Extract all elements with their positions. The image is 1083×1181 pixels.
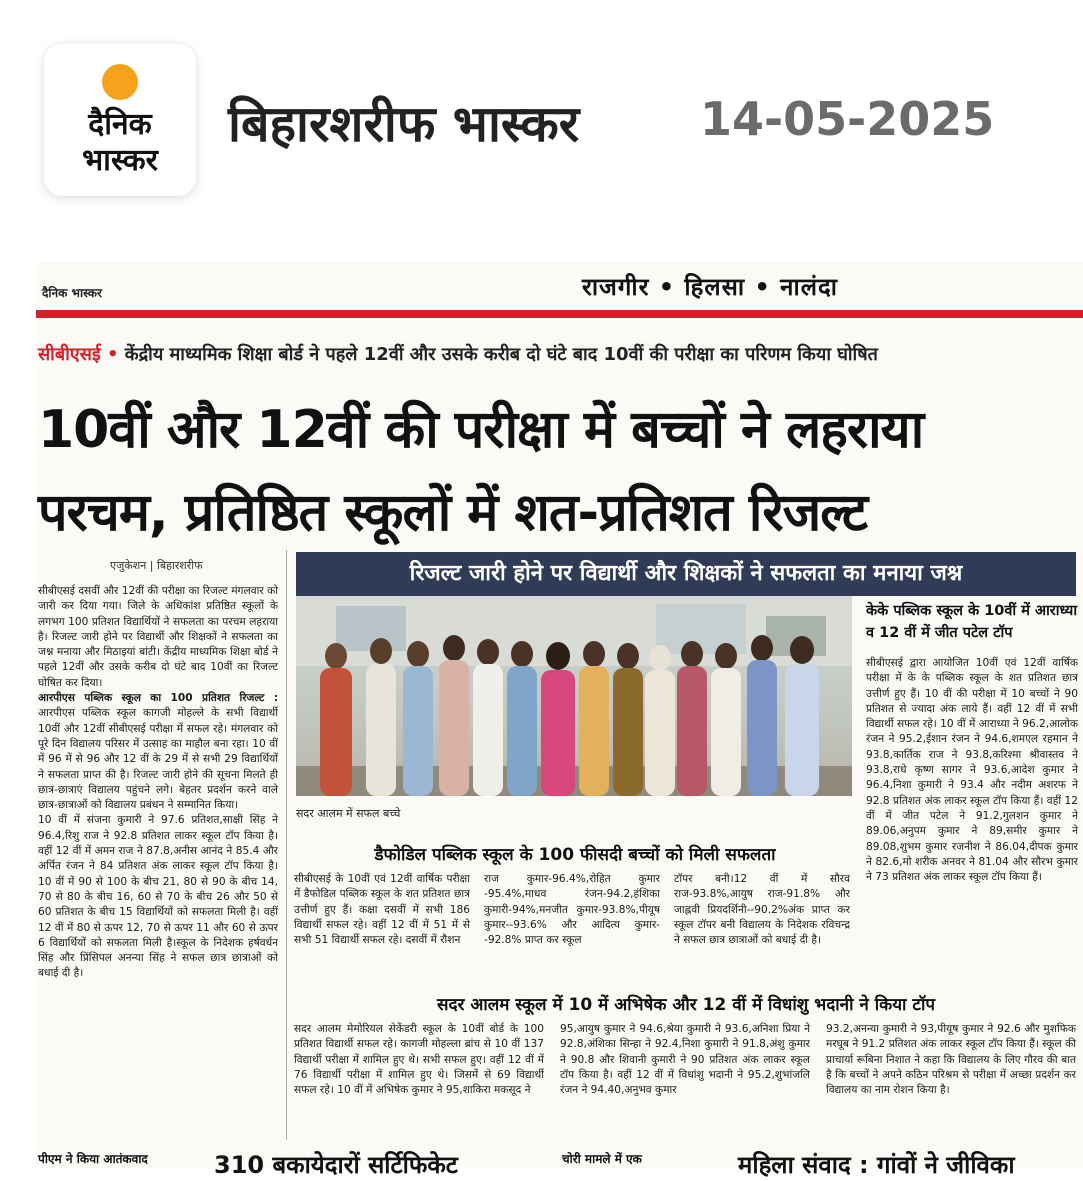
bottom-headline-1: पीएम ने किया आतंकवाद: [38, 1152, 148, 1166]
group-photo: [296, 596, 852, 796]
main-headline-line2: परचम, प्रतिष्ठित स्कूलों में शत-प्रतिशत रिजल्ट: [38, 483, 868, 543]
group-photo-illustration: [296, 596, 852, 796]
kicker-text: केंद्रीय माध्यमिक शिक्षा बोर्ड ने पहले 12वीं और उसके करीब दो घंटे बाद 10वीं की परीक्षा का परिणम किया घोषित: [118, 344, 878, 365]
logo-card[interactable]: [44, 44, 196, 196]
red-rule: [36, 310, 1083, 318]
byline: एजुकेशन | बिहारशरीफ: [110, 559, 203, 572]
daffodil-headline: डैफोडिल पब्लिक स्कूल के 100 फीसदी बच्चों को मिली सफलता: [374, 845, 776, 865]
sadar-col-1: सदर आलम मेमोरियल सेकेंडरी स्कूल के 10वीं बोर्ड के 100 प्रतिशत विद्यार्थी सफल रहे। कागजी मोहल्ला ब्रांच से 10 वीं 137 विद्यार्थी परीक्षा में शामिल हुए थे। सभी सफल हुए। वहीं 12 वीं में 76 विद्यार्थी परीक्षा में शामिल हुए थे। जिसमें से 69 विद्यार्थी सफल रहे। 10 वीं में अभिषेक कुमार ने 95,शाकिरा मकसूद ने: [294, 1023, 544, 1097]
left-para-2: [38, 691, 278, 813]
edition-date: 14-05-2025: [700, 92, 995, 146]
left-para-1: सीबीएसई दसवीं और 12वीं की परीक्षा का रिजल्ट मंगलवार को जारी कर दिया गया। जिले के अधिकांश प्रतिष्ठित स्कूलों के लगभग 100 प्रतिशत विद्यार्थियों ने सफलता का परचम लहराया है। रिजल्ट जारी होने पर विद्यार्थी और शिक्षकों ने सफलता का जश्न मनाया और मिठाइयां बांटी। केंद्रीय माध्यमिक शिक्षा बोर्ड ने पहले 12वीं और उसके करीब दो घंटे बाद 10वीं का रिजल्ट घोषित कर दिया।: [38, 585, 278, 689]
logo-sun-icon: [102, 64, 138, 100]
logo-line1: दैनिक: [88, 107, 152, 142]
kicker: [38, 342, 878, 366]
sadar-col-2: 95,आयुष कुमार ने 94.6,श्रेया कुमारी ने 93.6,अनिशा प्रिया ने 92.8,अंशिका सिन्हा ने 92.4,निशा कुमारी ने 91.8,अंशु कुमार ने 90.8 और शिवानी कुमारी ने 90 प्रतिशत अंक लाकर स्कूल टॉप किया है। वहीं 12 वीं में विधांशु भदानी ने 95.2,शुभांजलि रंजन ने 94.40,अनुभव कुमार: [560, 1023, 810, 1097]
bottom-headline-3: चोरी मामले में एक: [562, 1152, 642, 1166]
bottom-headline-2: 310 बकायेदारों सर्टिफिकेट: [214, 1151, 458, 1179]
left-article: [38, 584, 278, 1136]
left-para-3: 10 वीं में संजना कुमारी ने 97.6 प्रतिशत,साक्षी सिंह ने 96.4,रिशु राज ने 92.8 प्रतिशत लाकर स्कूल टॉप किया है। वहीं 12 वीं में अमन राज ने 87.8,अनीस आनंद ने 85.4 और अर्पित रंजन ने 84 प्रतिशत अंक लाकर स्कूल टॉप किया है। 10 वीं में 90 से 100 के बीच 21, 80 से 90 के बीच 14, 70 से 80 के बीच 16, 60 से 70 के बीच 26 और 50 से 60 प्रतिशत के बीच 15 विद्यार्थियों को सफलता मिली है। वहीं 12 वीं में 80 से ऊपर 12, 70 से ऊपर 11 और 60 से ऊपर 6 विद्यार्थियों को सफलता मिली है।स्कूल के निदेशक हर्षवर्धन सिंह और प्रिंसिपल अनन्या सिंह ने सफल छात्र छात्राओं को बधाई दी है।: [38, 814, 278, 980]
column-divider: [286, 550, 287, 1140]
daffodil-col-2: राज कुमार-96.4%,रोहित कुमार -95.4%,माधव रंजन-94.2,हंशिका कुमारी-94%,मनजीत कुमार-93.8%,पीयूष कुमार--93.6% और आदित्य कुमार--92.8% प्राप्त कर स्कूल: [484, 873, 660, 947]
sadar-col-3: 93.2,अनन्या कुमारी ने 93,पीयूष कुमार ने 92.6 और मुशफिक मरघूब ने 91.2 प्रतिशत अंक लाकर स्कूल टॉप किया हैं। स्कूल की प्राचार्या रूबिना निशात ने कहा कि विद्यालय के लिए गौरव की बात है कि बच्चों ने अपने कठिन परिश्रम से परीक्षा में अच्छा प्रदर्शन कर विद्यालय का नाम रोशन किया है।: [826, 1023, 1076, 1097]
paper-logo: दैनिक भास्कर: [42, 286, 102, 300]
sadar-headline: सदर आलम स्कूल में 10 में अभिषेक और 12 वीं में विधांशु भदानी ने किया टॉप: [436, 995, 936, 1015]
bottom-headline-4: महिला संवाद : गांवों ने जीविका: [738, 1151, 1015, 1179]
right-article-body: सीबीएसई द्वारा आयोजित 10वीं एवं 12वीं वार्षिक परीक्षा में के के पब्लिक स्कूल के शत प्रतिशत छात्र उत्तीर्ण हुए हैं। 10 वीं की परीक्षा में 10 बच्चों ने 90 प्रतिशत से ज्यादा अंक लाये हैं। वहीं 12 वीं में सभी विद्यार्थी सफल रहे। 10 वीं में आराध्या ने 96.2,आलोक रंजन ने 95.2,ईशान रंजन ने 94.6,शमएल रहमान ने 93.8,कार्तिक राज ने 93.8,करिश्मा श्रीवास्तव ने 93.8,राधे कृष्ण सागर ने 93.6,आदेश कुमार ने 96.4,निशा कुमारी ने 93.4 और नदीम अशरफ ने 92.8 प्रतिशत अंक लाकर स्कूल टॉप किया हैं। वहीं 12 वीं में जीत पटेल ने 91.2,गुलशन कुमार ने 89.06,अनुपम कुमार ने 89,समीर कुमार ने 89.08,शुभम कुमार रजनीश ने 86.04,दीपक कुमार ने 82.6,मो शरीक अनवर ने 81.04 और सौरभ कुमार ने 73 प्रतिशत अंक लाकर स्कूल टॉप किया हैं।: [866, 657, 1078, 884]
daffodil-col-3: टॉपर बनी।12 वीं में सौरव राज-93.8%,आयुष राज-91.8% और जाह्नवी प्रियदर्शिनी--90.2%अंक प्राप्त कर स्कूल टॉपर बनी विद्यालय के निदेशक रविचन्द्र ने सफल छात्र छात्राओं को बधाई दी है।: [674, 873, 850, 947]
photo-caption: सदर आलम में सफल बच्चे: [296, 807, 401, 820]
right-article-headline: केके पब्लिक स्कूल के 10वीं में आराध्या व 12 वीं में जीत पटेल टॉप: [866, 603, 1078, 641]
main-headline-line1: 10वीं और 12वीं की परीक्षा में बच्चों ने लहराया: [38, 400, 924, 460]
left-para-2-lead: आरपीएस पब्लिक स्कूल का 100 प्रतिशत रिजल्ट :: [38, 692, 278, 705]
photo-banner: रिजल्ट जारी होने पर विद्यार्थी और शिक्षकों ने सफलता का मनाया जश्न: [296, 552, 1076, 596]
edition-title: बिहारशरीफ भास्कर: [228, 95, 580, 153]
logo-line2: भास्कर: [82, 143, 158, 178]
kicker-tag: सीबीएसई •: [38, 344, 119, 365]
daffodil-col-1: सीबीएसई के 10वीं एवं 12वीं वार्षिक परीक्षा में डैफोडिल पब्लिक स्कूल के शत प्रतिशत छात्र उत्तीर्ण हुए हैं। कक्षा दसवीं में सभी 186 विद्यार्थी सफल रहे। वहीं 12 वीं में 51 में से सभी 51 विद्यार्थी सफल रहे। दसवीं में रौशन: [294, 873, 470, 947]
left-para-2-body: आरपीएस पब्लिक स्कूल कागजी मोहल्ले के सभी विद्यार्थी 10वीं और 12वीं सीबीएसई परीक्षा में सफल रहे। मंगलवार को पूरे दिन विद्यालय परिसर में उत्साह का माहौल बना रहा। 10 वीं में 96 में से 96 और 12 वीं के 29 में से सभी 29 विद्यार्थियों ने सफलता प्राप्त की है। रिजल्ट जारी होने की सूचना मिलते ही छात्र-छात्राएं विद्यालय पहुंचने लगे। बेहतर प्रदर्शन करने वाले छात्र-छात्राओं को विद्यालय प्रबंधन ने सम्मानित किया।: [38, 707, 278, 812]
page-regions: राजगीर • हिलसा • नालंदा: [582, 273, 838, 301]
